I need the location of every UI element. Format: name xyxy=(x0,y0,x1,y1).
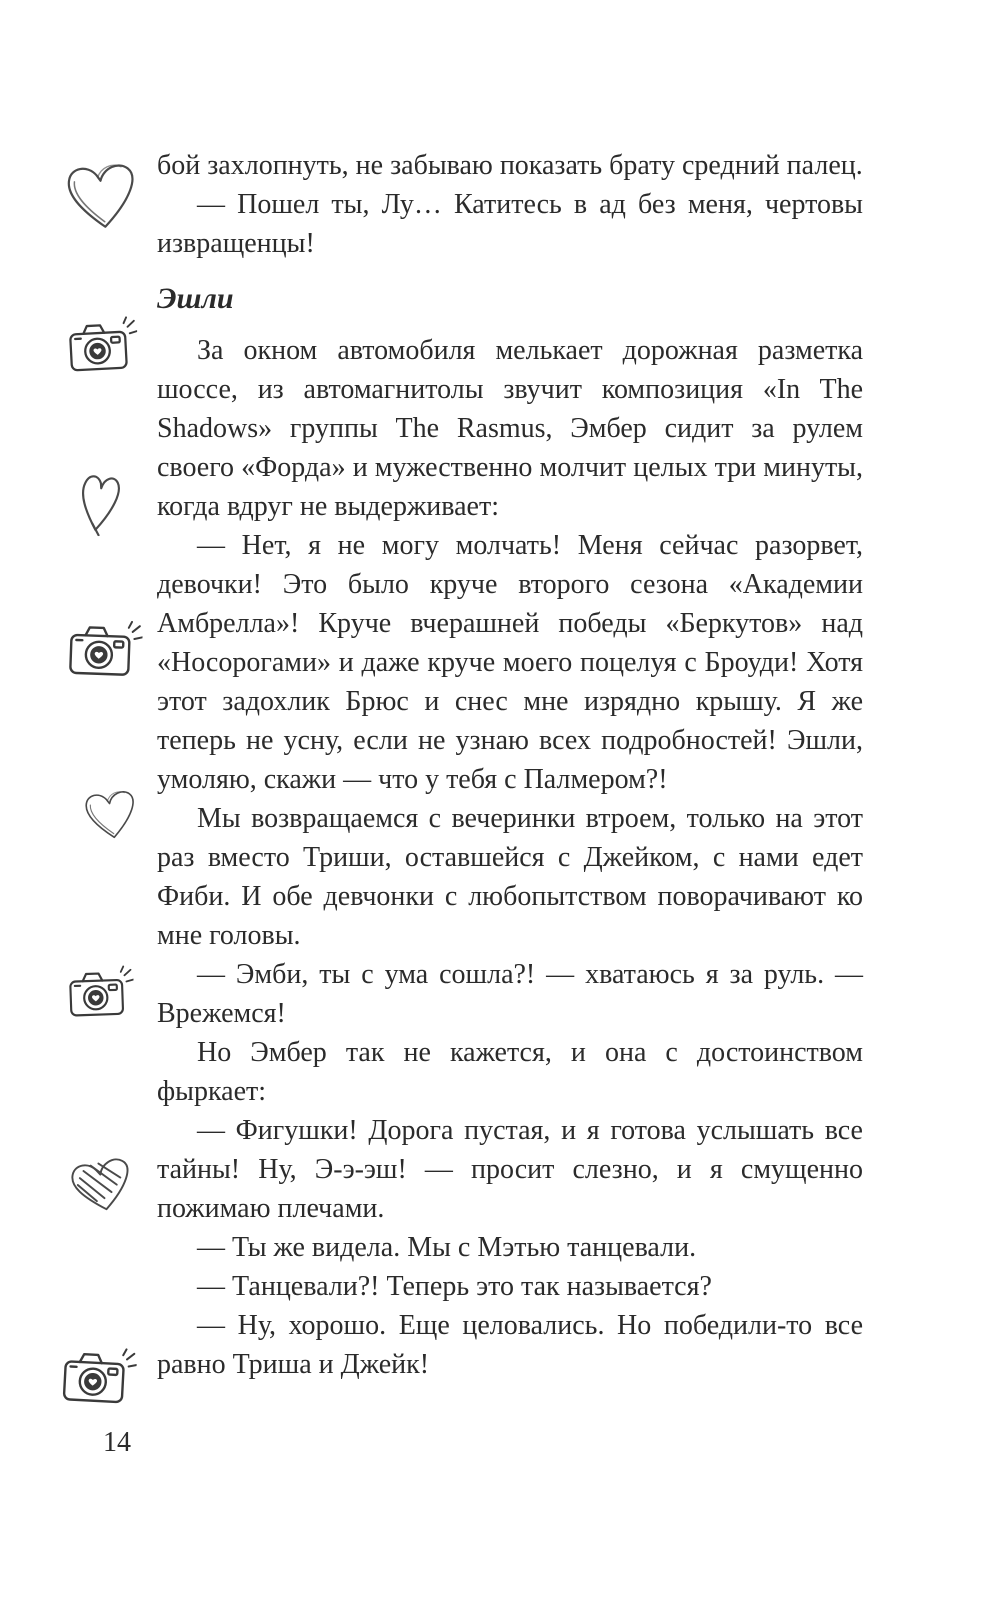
section-heading: Эшли xyxy=(157,282,234,315)
paragraph-continuation: бой захлопнуть, не забываю показать брату средний палец. xyxy=(157,150,863,181)
paragraph-dialog: — Нет, я не могу молчать! Меня сейчас разорвет, девочки! Это было круче второго сезона «Академии Амбрелла»! Круче вчерашней победы «Беркутов» над «Носорогами» и даже круче моего поцелуя с Броуди! Хотя этот задохлик Брюс и снес мне изрядно крышу. Я же теперь не усну, если не узнаю всех подробностей! Эшли, умоляю, скажи — что у тебя с Палмером?! xyxy=(157,530,863,795)
paragraph-dialog: — Ну, хорошо. Еще целовались. Но победили-то все равно Триша и Джейк! xyxy=(157,1310,863,1380)
camera-doodle-icon xyxy=(67,963,135,1025)
camera-doodle-icon xyxy=(66,314,139,380)
paragraph-dialog: — Эмби, ты с ума сошла?! — хватаюсь я за руль. — Врежемся! xyxy=(157,959,863,1029)
page-number: 14 xyxy=(103,1427,131,1458)
paragraph-body: Мы возвращаемся с вечеринки втроем, только на этот раз вместо Триши, оставшейся с Джейком, с нами едет Фиби. И обе девчонки с любопытством поворачивают ко мне головы. xyxy=(157,803,863,951)
heart-doodle-icon xyxy=(76,778,146,850)
heart-doodle-icon xyxy=(55,142,149,248)
paragraph-dialog: — Танцевали?! Теперь это так называется? xyxy=(197,1271,712,1302)
paragraph-dialog: — Пошел ты, Лу… Катитесь в ад без меня, чертовы извращенцы! xyxy=(157,189,863,259)
paragraph-dialog: — Ты же видела. Мы с Мэтью танцевали. xyxy=(197,1232,697,1263)
paragraph-body: За окном автомобиля мелькает дорожная разметка шоссе, из автомагнитолы звучит композиция «In The Shadows» группы The Rasmus, Эмбер сидит за рулем своего «Форда» и мужественно молчит целых три минуты, когда вдруг не выдерживает: xyxy=(157,335,863,522)
paragraph-dialog: — Фигушки! Дорога пустая, и я готова услышать все тайны! Ну, Э-э-эш! — просит слезно, и я смущенно пожимаю плечами. xyxy=(157,1115,863,1224)
thin-heart-doodle-icon xyxy=(69,455,131,539)
paragraph-body: Но Эмбер так не кажется, и она с достоинством фыркает: xyxy=(157,1037,863,1107)
camera-doodle-icon xyxy=(67,619,143,684)
text-column xyxy=(157,146,863,1384)
camera-doodle-icon xyxy=(60,1344,137,1412)
scribbled-heart-doodle-icon xyxy=(57,1144,148,1225)
